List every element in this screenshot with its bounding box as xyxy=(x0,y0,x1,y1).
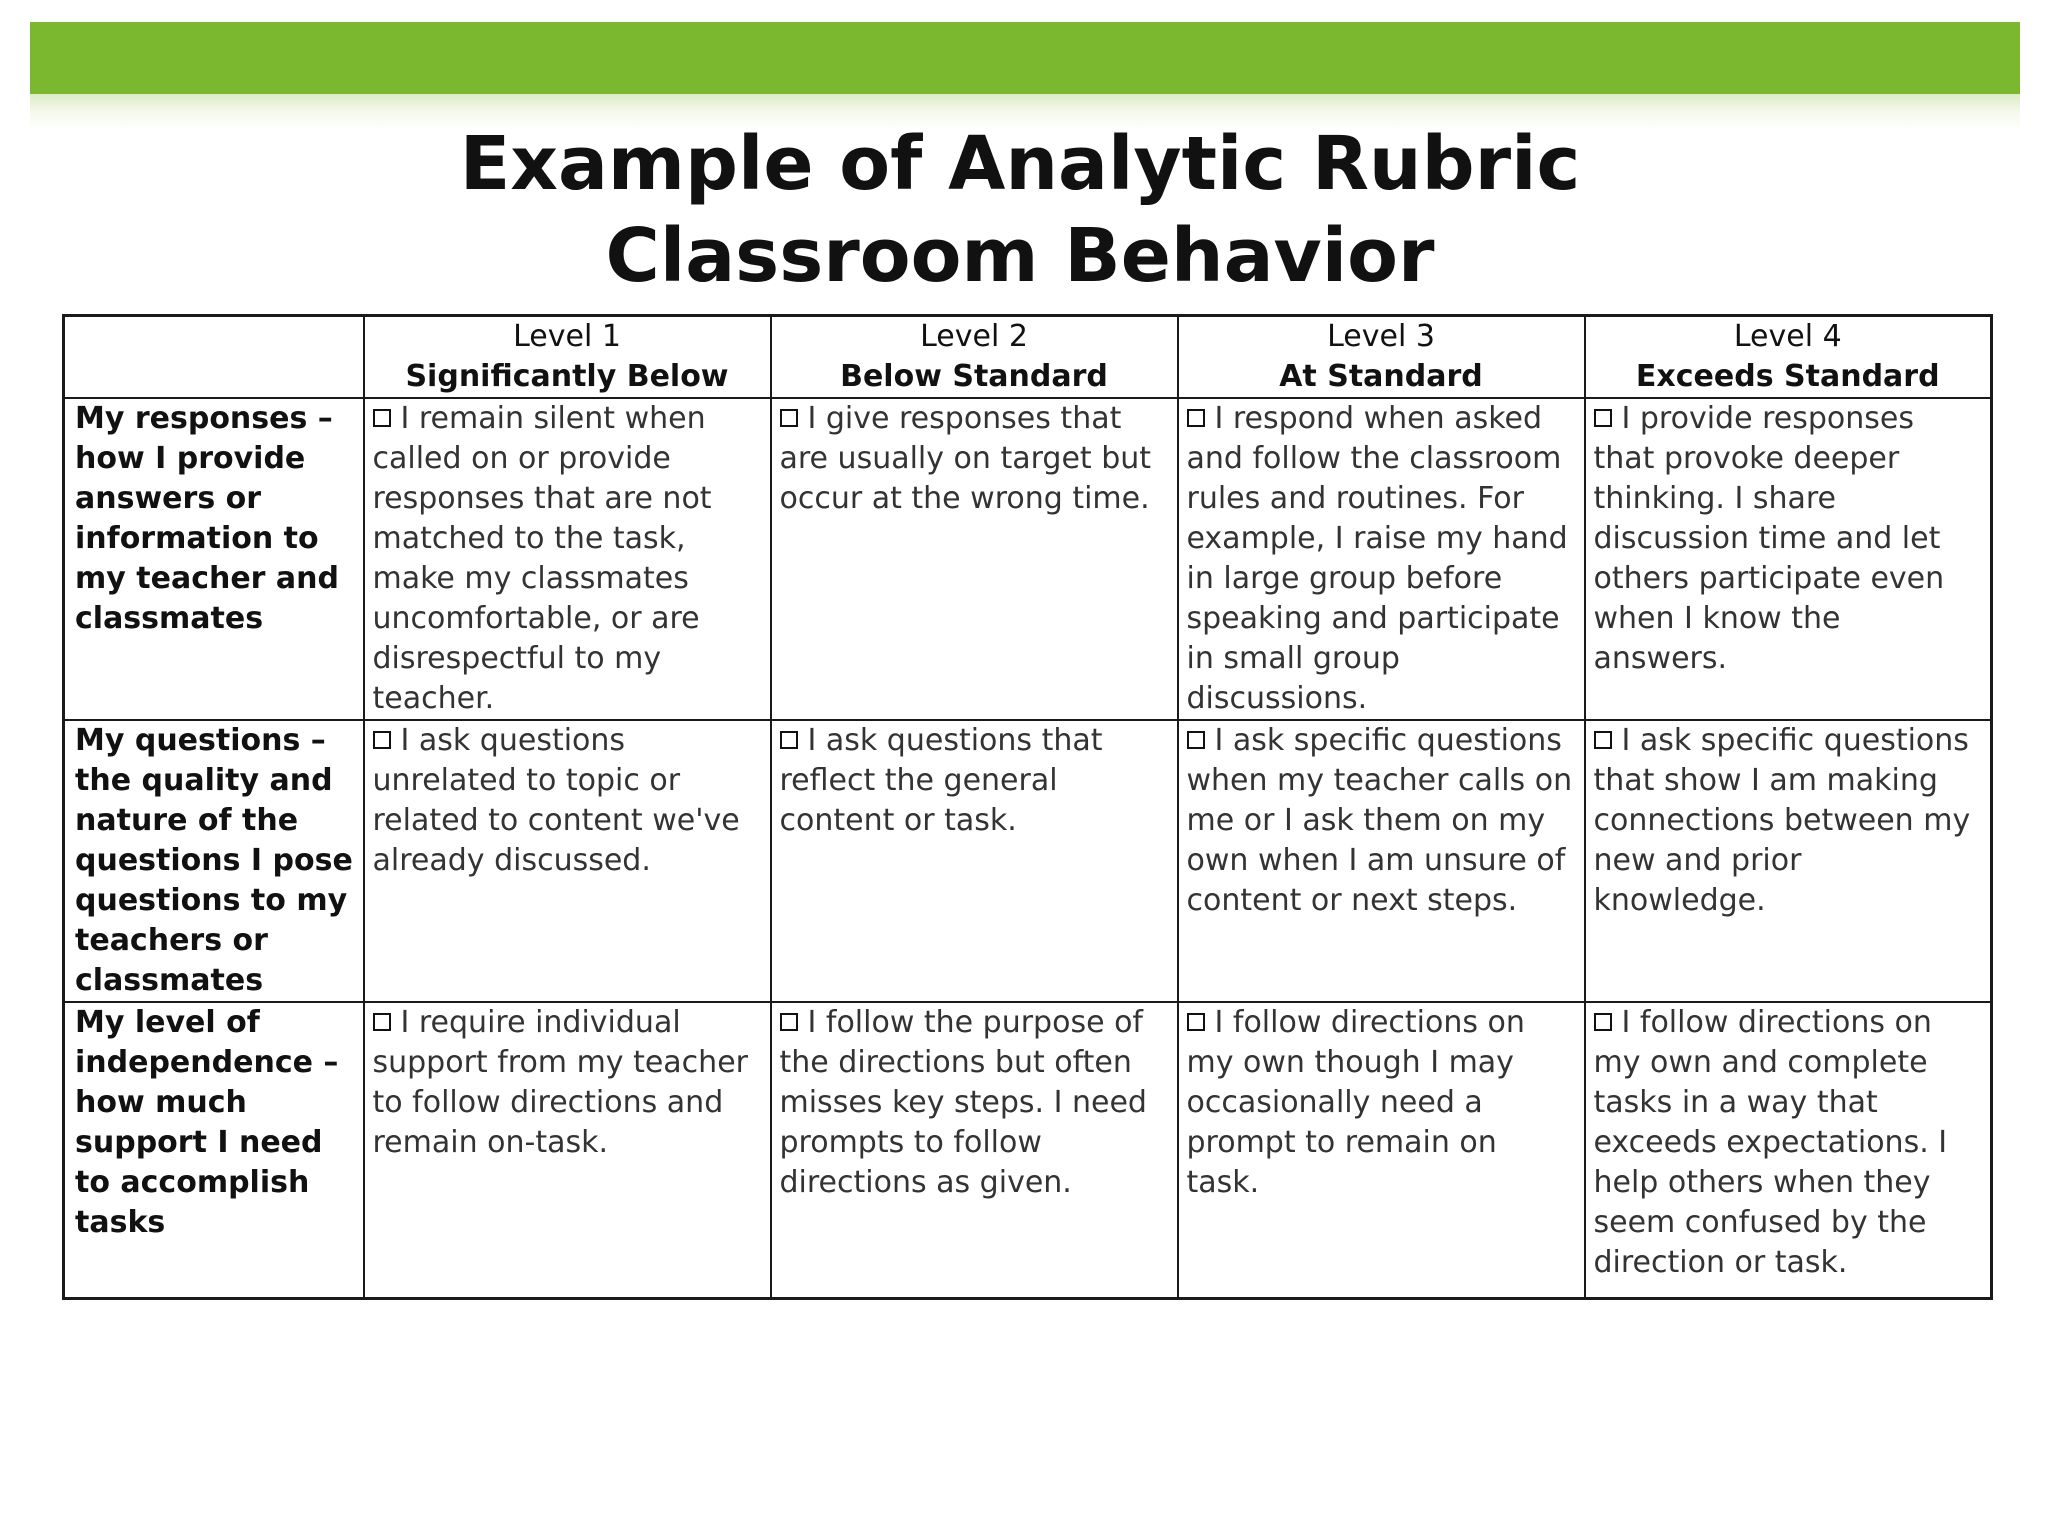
header-level-label: Level 4 xyxy=(1733,319,1842,354)
checkbox-icon[interactable] xyxy=(1594,1013,1612,1031)
rubric-cell xyxy=(1178,720,1585,1002)
checkbox-icon[interactable] xyxy=(1187,731,1205,749)
rubric-cell-text: I ask specific questions that show I am making connections between my new and prior knowledge. xyxy=(1593,723,1971,918)
rubric-cell xyxy=(771,398,1178,720)
header-accent-bar xyxy=(30,22,2020,94)
checkbox-icon[interactable] xyxy=(1187,1013,1205,1031)
checkbox-icon[interactable] xyxy=(1187,409,1205,427)
rubric-cell xyxy=(364,398,771,720)
header-level-1 xyxy=(364,316,771,399)
rubric-cell-text: I ask questions that reflect the general content or task. xyxy=(779,723,1103,838)
rubric-cell-text: I give responses that are usually on target but occur at the wrong time. xyxy=(779,401,1152,516)
rubric-cell-text: I ask questions unrelated to topic or related to content we've already discussed. xyxy=(372,723,740,878)
criterion-cell: My responses – how I provide answers or information to my teacher and classmates xyxy=(64,398,364,720)
header-level-desc: At Standard xyxy=(1279,359,1483,394)
header-level-desc: Exceeds Standard xyxy=(1635,359,1940,394)
page-title xyxy=(0,118,2040,302)
checkbox-icon[interactable] xyxy=(373,409,391,427)
header-level-3 xyxy=(1178,316,1585,399)
header-level-desc: Significantly Below xyxy=(405,359,729,394)
checkbox-icon[interactable] xyxy=(373,731,391,749)
title-line-1: Example of Analytic Rubric xyxy=(459,121,1581,207)
rubric-cell-text: I follow directions on my own and complete tasks in a way that exceeds expectations. I help others when they seem confused by the direction or task. xyxy=(1593,1005,1948,1280)
header-level-label: Level 3 xyxy=(1327,319,1435,354)
rubric-cell-text: I remain silent when called on or provide responses that are not matched to the task, make my classmates uncomfortable, or are disrespectful to my teacher. xyxy=(372,401,712,716)
rubric-table xyxy=(62,314,1993,1300)
header-level-2 xyxy=(771,316,1178,399)
rubric-row-questions xyxy=(64,720,1992,1002)
header-level-label: Level 1 xyxy=(513,319,621,354)
rubric-cell xyxy=(1585,720,1992,1002)
checkbox-icon[interactable] xyxy=(780,1013,798,1031)
rubric-row-responses xyxy=(64,398,1992,720)
header-corner-cell xyxy=(64,316,364,399)
header-level-label: Level 2 xyxy=(920,319,1028,354)
rubric-cell xyxy=(771,720,1178,1002)
rubric-cell-text: I provide responses that provoke deeper thinking. I share discussion time and let others participate even when I know the answers. xyxy=(1593,401,1945,676)
rubric-cell-text: I respond when asked and follow the classroom rules and routines. For example, I raise my hand in large group before speaking and participate in small group discussions. xyxy=(1186,401,1568,716)
header-level-4 xyxy=(1585,316,1992,399)
checkbox-icon[interactable] xyxy=(1594,409,1612,427)
checkbox-icon[interactable] xyxy=(780,409,798,427)
rubric-cell-text: I require individual support from my teacher to follow directions and remain on-task. xyxy=(372,1005,748,1160)
criterion-cell: My questions – the quality and nature of the questions I pose questions to my teachers or classmates xyxy=(64,720,364,1002)
rubric-cell xyxy=(364,1002,771,1299)
rubric-cell xyxy=(1178,398,1585,720)
rubric-cell-text: I follow directions on my own though I may occasionally need a prompt to remain on task. xyxy=(1186,1005,1525,1200)
header-row xyxy=(64,316,1992,399)
rubric-cell-text: I ask specific questions when my teacher calls on me or I ask them on my own when I am unsure of content or next steps. xyxy=(1186,723,1573,918)
rubric-row-independence xyxy=(64,1002,1992,1299)
checkbox-icon[interactable] xyxy=(1594,731,1612,749)
title-line-2: Classroom Behavior xyxy=(605,213,1435,299)
rubric-cell xyxy=(1178,1002,1585,1299)
rubric-cell xyxy=(364,720,771,1002)
checkbox-icon[interactable] xyxy=(373,1013,391,1031)
rubric-cell xyxy=(771,1002,1178,1299)
header-level-desc: Below Standard xyxy=(840,359,1108,394)
checkbox-icon[interactable] xyxy=(780,731,798,749)
rubric-cell-text: I follow the purpose of the directions but often misses key steps. I need prompts to follow directions as given. xyxy=(779,1005,1147,1200)
criterion-cell: My level of independence – how much support I need to accomplish tasks xyxy=(64,1002,364,1299)
rubric-cell xyxy=(1585,1002,1992,1299)
rubric-cell xyxy=(1585,398,1992,720)
